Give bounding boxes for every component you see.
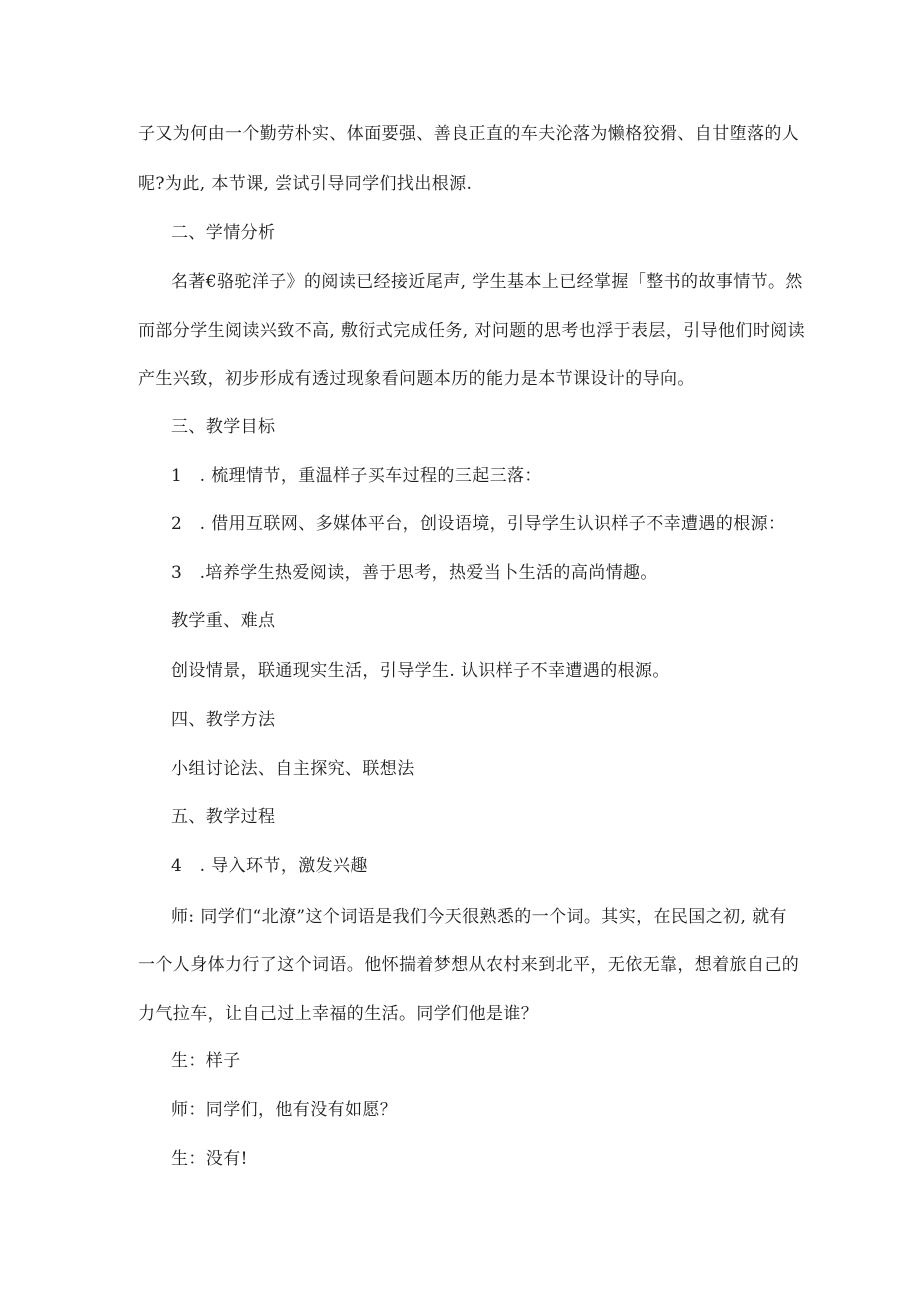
dialogue-line: 师：同学们，他有没有如愿？ bbox=[171, 1100, 398, 1120]
body-text-line: 小组讨论法、自主探究、联想法 bbox=[171, 759, 415, 779]
section-heading: 四、教学方法 bbox=[171, 710, 276, 730]
list-item: 3 .培养学生热爱阅读，善于思考，热爱当卜生活的高尚情趣。 bbox=[171, 563, 658, 583]
section-heading: 二、学情分析 bbox=[171, 223, 276, 243]
body-text-line: 创设情景，联通现实生活，引导学生. 认识样子不幸遭遇的根源。 bbox=[171, 661, 670, 681]
body-text-line: 而部分学生阅读兴致不高, 敷衍式完成任务, 对问题的思考也浮于表层，引导他们时阅读 bbox=[138, 321, 806, 341]
section-heading: 五、教学过程 bbox=[171, 807, 276, 827]
body-text-line: 子又为何由一个勤劳朴实、体面要强、善良正直的车夫沦落为懒格狡猾、自甘堕落的人 bbox=[138, 124, 800, 144]
body-text-line: 名著€骆驼洋子》的阅读已经接近尾声, 学生基本上已经掌握「整书的故事情节。然 bbox=[171, 272, 803, 292]
dialogue-line: 生：样子 bbox=[171, 1051, 241, 1071]
dialogue-line: 生：没有! bbox=[171, 1149, 248, 1169]
dialogue-line: 力气拉车，让自己过上幸福的生活。同学们他是谁？ bbox=[138, 1004, 539, 1024]
subheading: 教学重、难点 bbox=[171, 611, 276, 631]
section-heading: 三、教学目标 bbox=[171, 417, 276, 437]
list-item: 1 . 梳理情节，重温样子买车过程的三起三落： bbox=[171, 466, 542, 486]
list-item: 2 . 借用互联网、多媒体平台，创设语境，引导学生认识样子不幸遭遇的根源： bbox=[171, 514, 786, 534]
list-item: 4 . 导入环节，激发兴趣 bbox=[171, 856, 368, 876]
dialogue-line: 师: 同学们“北潦”这个词语是我们今天很熟悉的一个词。其实，在民国之初, 就有 bbox=[171, 907, 787, 927]
body-text-line: 产生兴致，初步形成有透过现象看问题本历的能力是本节课设计的导向。 bbox=[138, 369, 695, 389]
dialogue-line: 一个人身体力行了这个词语。他怀揣着梦想从农村来到北平，无依无靠，想着旅自己的 bbox=[138, 955, 800, 975]
body-text-line: 呢?为此, 本节课, 尝试引导同学们找出根源. bbox=[138, 174, 473, 194]
